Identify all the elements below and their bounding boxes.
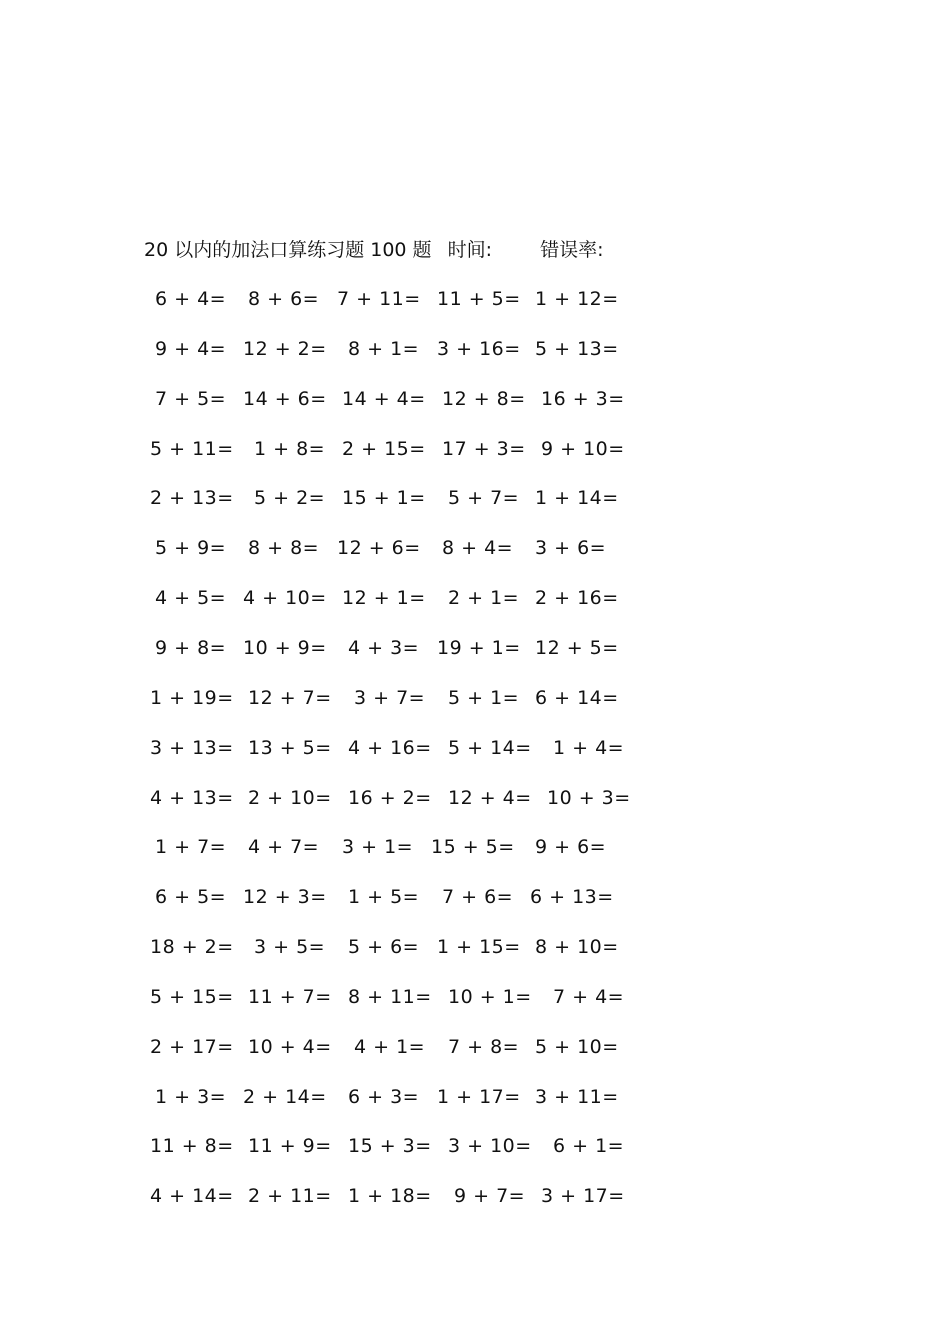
addition-problem: 5 + 15=	[150, 986, 234, 1008]
addition-problem: 4 + 5=	[155, 587, 227, 609]
addition-problem: 12 + 5=	[535, 637, 619, 659]
addition-problem: 4 + 1=	[354, 1036, 426, 1058]
addition-problem: 15 + 1=	[342, 487, 426, 509]
addition-problem: 16 + 3=	[541, 388, 625, 410]
addition-problem: 7 + 4=	[553, 986, 625, 1008]
addition-problem: 7 + 11=	[337, 288, 421, 310]
addition-problem: 1 + 12=	[535, 288, 619, 310]
addition-problem: 19 + 1=	[437, 637, 521, 659]
addition-problem: 10 + 1=	[448, 986, 532, 1008]
addition-problem: 6 + 4=	[155, 288, 227, 310]
addition-problem: 9 + 4=	[155, 338, 227, 360]
addition-problem: 15 + 5=	[431, 836, 515, 858]
addition-problem: 1 + 18=	[348, 1185, 432, 1207]
problem-row	[0, 384, 950, 414]
addition-problem: 3 + 11=	[535, 1086, 619, 1108]
addition-problem: 2 + 14=	[243, 1086, 327, 1108]
time-label: 时间:	[447, 239, 493, 261]
addition-problem: 9 + 8=	[155, 637, 227, 659]
problem-row	[0, 733, 950, 763]
addition-problem: 4 + 3=	[348, 637, 420, 659]
addition-problem: 5 + 7=	[448, 487, 520, 509]
problem-row	[0, 1032, 950, 1062]
addition-problem: 10 + 9=	[243, 637, 327, 659]
addition-problem: 15 + 3=	[348, 1135, 432, 1157]
problem-row	[0, 1131, 950, 1161]
addition-problem: 14 + 6=	[243, 388, 327, 410]
addition-problem: 5 + 10=	[535, 1036, 619, 1058]
problem-row	[0, 434, 950, 464]
addition-problem: 1 + 5=	[348, 886, 420, 908]
addition-problem: 2 + 16=	[535, 587, 619, 609]
addition-problem: 18 + 2=	[150, 936, 234, 958]
addition-problem: 3 + 16=	[437, 338, 521, 360]
addition-problem: 7 + 6=	[442, 886, 514, 908]
addition-problem: 6 + 1=	[553, 1135, 625, 1157]
problem-row	[0, 633, 950, 663]
addition-problem: 5 + 2=	[254, 487, 326, 509]
addition-problem: 14 + 4=	[342, 388, 426, 410]
addition-problem: 12 + 4=	[448, 787, 532, 809]
addition-problem: 2 + 1=	[448, 587, 520, 609]
problem-row	[0, 982, 950, 1012]
addition-problem: 12 + 2=	[243, 338, 327, 360]
problem-row	[0, 882, 950, 912]
addition-problem: 3 + 13=	[150, 737, 234, 759]
addition-problem: 8 + 8=	[248, 537, 320, 559]
problem-row	[0, 533, 950, 563]
addition-problem: 1 + 7=	[155, 836, 227, 858]
addition-problem: 2 + 10=	[248, 787, 332, 809]
addition-problem: 12 + 8=	[442, 388, 526, 410]
addition-problem: 6 + 13=	[530, 886, 614, 908]
addition-problem: 11 + 5=	[437, 288, 521, 310]
addition-problem: 10 + 3=	[547, 787, 631, 809]
addition-problem: 4 + 14=	[150, 1185, 234, 1207]
addition-problem: 2 + 13=	[150, 487, 234, 509]
addition-problem: 5 + 14=	[448, 737, 532, 759]
addition-problem: 2 + 15=	[342, 438, 426, 460]
addition-problem: 5 + 9=	[155, 537, 227, 559]
addition-problem: 1 + 19=	[150, 687, 234, 709]
addition-problem: 8 + 10=	[535, 936, 619, 958]
addition-problem: 1 + 14=	[535, 487, 619, 509]
addition-problem: 6 + 5=	[155, 886, 227, 908]
addition-problem: 12 + 7=	[248, 687, 332, 709]
addition-problem: 7 + 8=	[448, 1036, 520, 1058]
addition-problem: 5 + 13=	[535, 338, 619, 360]
addition-problem: 17 + 3=	[442, 438, 526, 460]
addition-problem: 6 + 14=	[535, 687, 619, 709]
addition-problem: 3 + 17=	[541, 1185, 625, 1207]
addition-problem: 8 + 1=	[348, 338, 420, 360]
addition-problem: 5 + 6=	[348, 936, 420, 958]
addition-problem: 9 + 6=	[535, 836, 607, 858]
addition-problem: 3 + 10=	[448, 1135, 532, 1157]
addition-problem: 12 + 1=	[342, 587, 426, 609]
addition-problem: 1 + 4=	[553, 737, 625, 759]
problem-row	[0, 483, 950, 513]
addition-problem: 3 + 7=	[354, 687, 426, 709]
addition-problem: 1 + 8=	[254, 438, 326, 460]
addition-problem: 5 + 11=	[150, 438, 234, 460]
addition-problem: 5 + 1=	[448, 687, 520, 709]
problem-row	[0, 1181, 950, 1211]
addition-problem: 8 + 4=	[442, 537, 514, 559]
addition-problem: 13 + 5=	[248, 737, 332, 759]
addition-problem: 4 + 10=	[243, 587, 327, 609]
problem-row	[0, 583, 950, 613]
addition-problem: 1 + 15=	[437, 936, 521, 958]
problem-row	[0, 683, 950, 713]
worksheet-header	[144, 236, 603, 264]
addition-problem: 12 + 3=	[243, 886, 327, 908]
problem-row	[0, 832, 950, 862]
addition-problem: 8 + 11=	[348, 986, 432, 1008]
addition-problem: 4 + 7=	[248, 836, 320, 858]
addition-problem: 1 + 3=	[155, 1086, 227, 1108]
addition-problem: 4 + 13=	[150, 787, 234, 809]
error-rate-label: 错误率:	[540, 239, 604, 261]
problem-row	[0, 334, 950, 364]
addition-problem: 8 + 6=	[248, 288, 320, 310]
addition-problem: 3 + 6=	[535, 537, 607, 559]
addition-problem: 10 + 4=	[248, 1036, 332, 1058]
addition-problem: 11 + 9=	[248, 1135, 332, 1157]
addition-problem: 3 + 5=	[254, 936, 326, 958]
addition-problem: 16 + 2=	[348, 787, 432, 809]
problem-row	[0, 284, 950, 314]
problem-row	[0, 1082, 950, 1112]
addition-problem: 6 + 3=	[348, 1086, 420, 1108]
worksheet-title: 20 以内的加法口算练习题 100 题	[144, 239, 432, 261]
addition-problem: 9 + 10=	[541, 438, 625, 460]
problem-row	[0, 783, 950, 813]
addition-problem: 11 + 8=	[150, 1135, 234, 1157]
addition-problem: 2 + 17=	[150, 1036, 234, 1058]
addition-problem: 3 + 1=	[342, 836, 414, 858]
addition-problem: 9 + 7=	[454, 1185, 526, 1207]
addition-problem: 1 + 17=	[437, 1086, 521, 1108]
addition-problem: 7 + 5=	[155, 388, 227, 410]
addition-problem: 11 + 7=	[248, 986, 332, 1008]
addition-problem: 2 + 11=	[248, 1185, 332, 1207]
addition-problem: 4 + 16=	[348, 737, 432, 759]
problem-row	[0, 932, 950, 962]
addition-problem: 12 + 6=	[337, 537, 421, 559]
